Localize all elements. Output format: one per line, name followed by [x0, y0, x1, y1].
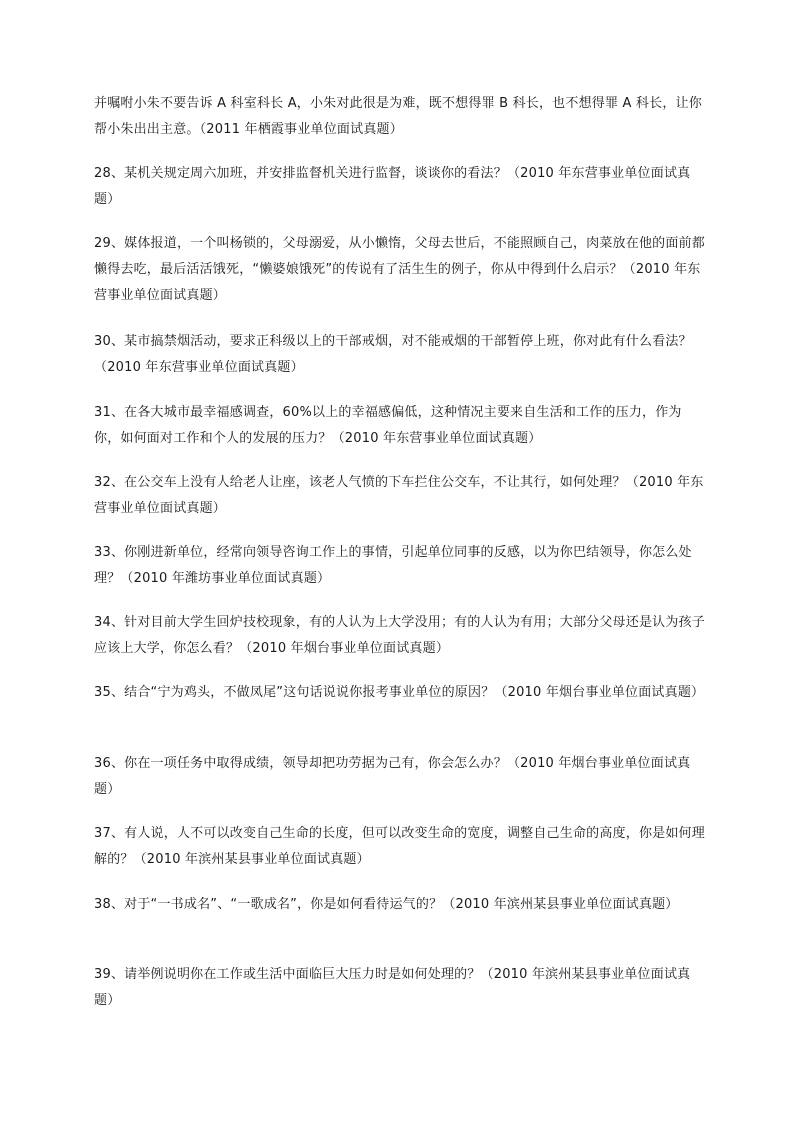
- paragraph-question-37: 37、有人说，人不可以改变自己生命的长度，但可以改变生命的宽度，调整自己生命的高度，你是如何理解的？（2010 年滨州某县事业单位面试真题）: [94, 826, 705, 867]
- paragraph-question-32: 32、在公交车上没有人给老人让座，该老人气愤的下车拦住公交车，不让其行，如何处理？（2010 年东营事业单位面试真题）: [94, 475, 704, 516]
- paragraph-question-31: 31、在各大城市最幸福感调查，60%以上的幸福感偏低，这种情况主要来自生活和工作的压力，作为你，如何面对工作和个人的发展的压力？（2010 年东营事业单位面试真题）: [94, 405, 682, 446]
- paragraph-question-33: 33、你刚进新单位，经常向领导咨询工作上的事情，引起单位同事的反感，以为你巴结领导，你怎么处理？（2010 年潍坊事业单位面试真题）: [94, 545, 692, 586]
- paragraph-question-28: 28、某机关规定周六加班，并安排监督机关进行监督，谈谈你的看法？（2010 年东营事业单位面试真题）: [94, 166, 691, 207]
- paragraph-question-35: 35、结合“宁为鸡头，不做凤尾”这句话说说你报考事业单位的原因？（2010 年烟台事业单位面试真题）: [94, 685, 705, 700]
- paragraph-question-34: 34、针对目前大学生回炉技校现象，有的人认为上大学没用；有的人认为有用；大部分父母还是认为孩子应该上大学，你怎么看？（2010 年烟台事业单位面试真题）: [94, 615, 705, 656]
- paragraph-question-29: 29、媒体报道，一个叫杨锁的，父母溺爱，从小懒惰，父母去世后，不能照顾自己，肉菜放在他的面前都懒得去吃，最后活活饿死，“懒婆娘饿死”的传说有了活生生的例子，你从中得到什么启示？（2010 年东营事业单位面试真题）: [94, 236, 705, 303]
- paragraph-question-38: 38、对于“一书成名”、“一歌成名”，你是如何看待运气的？（2010 年滨州某县事业单位面试真题）: [94, 897, 679, 912]
- paragraph-question-30: 30、某市搞禁烟活动，要求正科级以上的干部戒烟，对不能戒烟的干部暂停上班，你对此有什么看法？（2010 年东营事业单位面试真题）: [94, 334, 692, 375]
- paragraph-question-27-continued: 并嘱咐小朱不要告诉 A 科室科长 A，小朱对此很是为难，既不想得罪 B 科长，也不想得罪 A 科长，让你帮小朱出出主意。（2011 年栖霞事业单位面试真题）: [94, 96, 702, 137]
- paragraph-question-36: 36、你在一项任务中取得成绩，领导却把功劳据为己有，你会怎么办？（2010 年烟台事业单位面试真题）: [94, 756, 691, 797]
- paragraph-question-39: 39、请举例说明你在工作或生活中面临巨大压力时是如何处理的？（2010 年滨州某县事业单位面试真题）: [94, 967, 691, 1008]
